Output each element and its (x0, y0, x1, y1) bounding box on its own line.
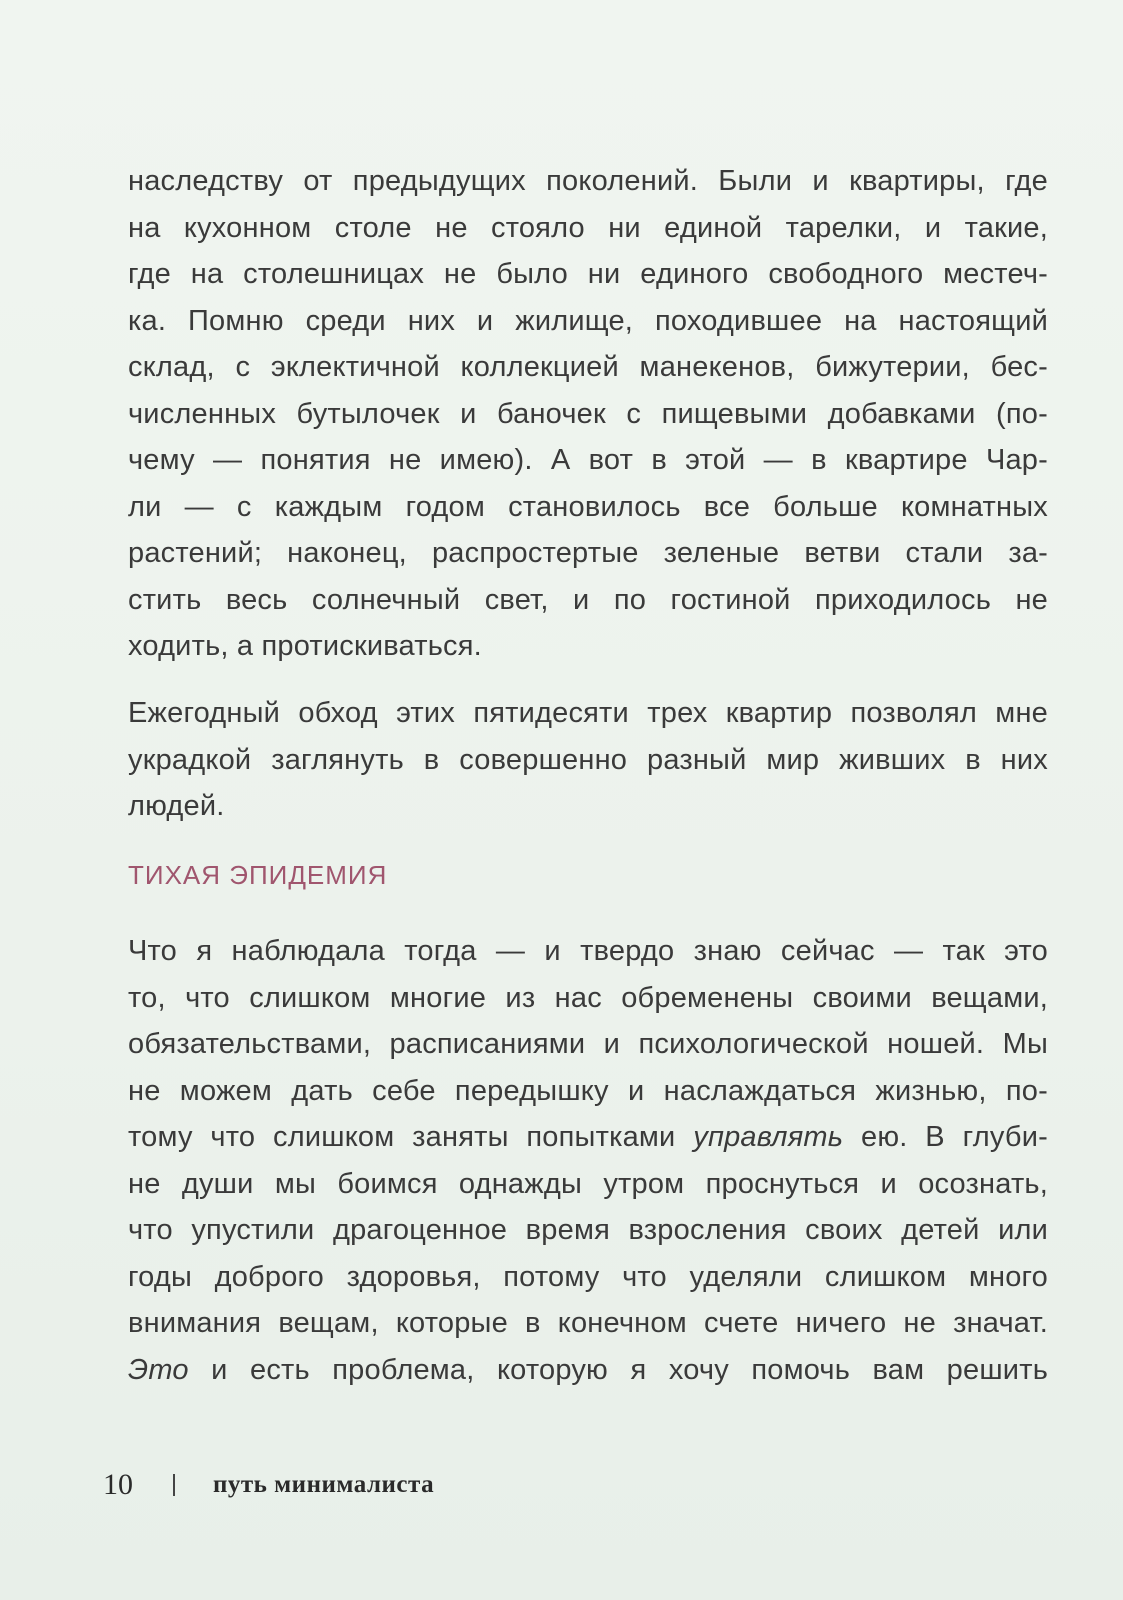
text-segment: и есть проблема, которую я хочу помочь вам решить (188, 1353, 1048, 1386)
text-line (128, 1347, 1048, 1394)
text-line: стить весь солнечный свет, и по гостиной приходилось не (128, 583, 1048, 616)
text-line: украдкой заглянуть в совершенно разный мир живших в них (128, 743, 1048, 776)
paragraph-3 (128, 928, 1048, 1393)
text-line: склад, с эклектичной коллекцией манекенов, бижутерии, бес- (128, 351, 1048, 383)
text-line: внимания вещам, которые в конечном счете ничего не значат. (128, 1307, 1048, 1339)
text-line: растений; наконец, распростертые зеленые ветви стали за- (128, 537, 1048, 569)
paragraph-2 (128, 690, 1048, 830)
text-segment: тому что слишком заняты попытками (128, 1121, 694, 1153)
text-line: обязательствами, расписаниями и психологической ношей. Мы (128, 1028, 1048, 1060)
page-footer (103, 1468, 434, 1502)
paragraph-1 (128, 158, 1048, 670)
text-line: численных бутылочек и баночек с пищевыми добавками (по- (128, 397, 1048, 430)
text-line: то, что слишком многие из нас обременены своими вещами, (128, 981, 1048, 1014)
text-line: наследству от предыдущих поколений. Были и квартиры, где (128, 165, 1048, 197)
text-line: что упустили драгоценное время взросления своих детей или (128, 1214, 1048, 1246)
running-title: путь минималиста (213, 1471, 435, 1498)
text-line: Что я наблюдала тогда — и твердо знаю сейчас — так это (128, 935, 1048, 967)
emphasis-text: Это (128, 1353, 189, 1386)
text-line: на кухонном столе не стояло ни единой тарелки, и такие, (128, 211, 1048, 244)
text-segment: ею. В глуби- (843, 1121, 1048, 1153)
text-line: ходить, а протискиваться. (128, 630, 482, 662)
text-line: ли — с каждым годом становилось все больше комнатных (128, 490, 1048, 523)
footer-divider (173, 1474, 175, 1496)
text-line: ка. Помню среди них и жилище, походившее на настоящий (128, 304, 1048, 337)
text-line: людей. (128, 790, 225, 822)
text-line: не души мы боимся однажды утром проснуться и осознать, (128, 1167, 1048, 1200)
page-number: 10 (103, 1468, 133, 1501)
emphasis-text: управлять (693, 1121, 844, 1153)
text-line: где на столешницах не было ни единого свободного местеч- (128, 258, 1048, 290)
text-line: не можем дать себе передышку и наслаждаться жизнью, по- (128, 1074, 1048, 1107)
section-heading: ТИХАЯ ЭПИДЕМИЯ (128, 860, 388, 890)
text-line: чему — понятия не имею). А вот в этой — в квартире Чар- (128, 444, 1048, 476)
text-line: Ежегодный обход этих пятидесяти трех квартир позволял мне (128, 697, 1048, 729)
text-line: годы доброго здоровья, потому что уделяли слишком много (128, 1260, 1048, 1293)
text-line (128, 1114, 1048, 1161)
